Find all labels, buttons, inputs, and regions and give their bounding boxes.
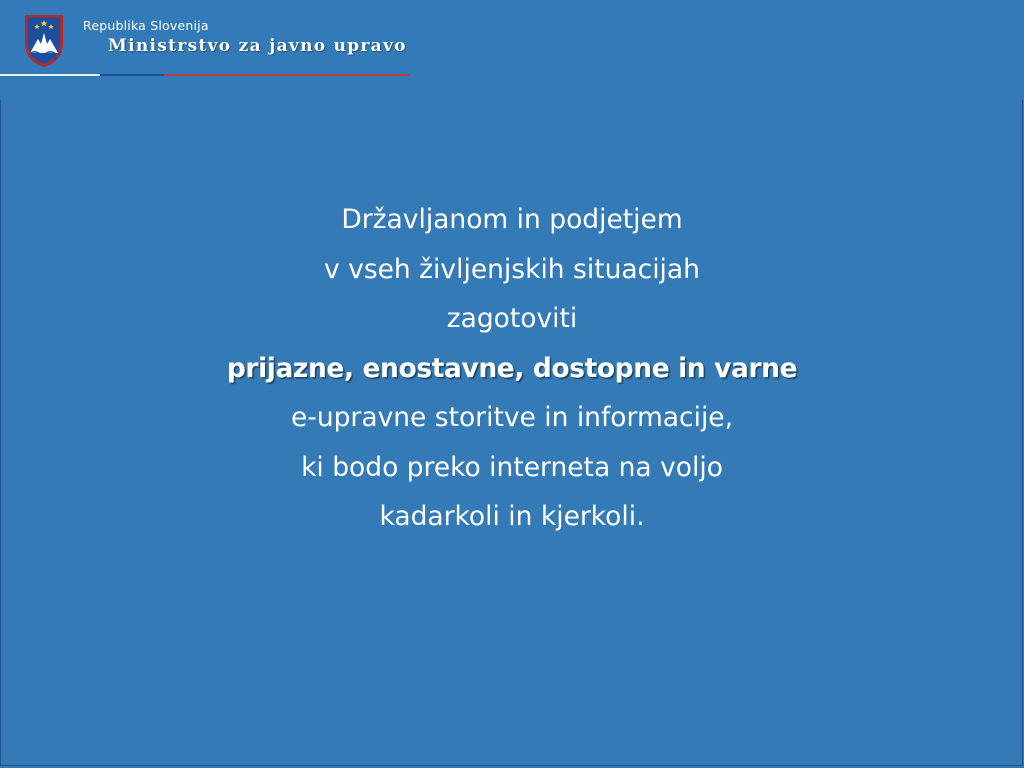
slovenia-coat-of-arms-icon xyxy=(22,13,66,69)
statement-line-2: v vseh življenjskih situacijah xyxy=(324,253,700,285)
header-rule-white xyxy=(0,74,100,76)
statement-line-1: Državljanom in podjetjem xyxy=(341,204,683,235)
ministry-name: Ministrstvo za javno upravo xyxy=(108,36,407,56)
mission-statement xyxy=(0,195,1024,542)
country-name: Republika Slovenija xyxy=(83,18,209,33)
statement-line-6: ki bodo preko interneta na voljo xyxy=(301,451,723,483)
statement-line-7: kadarkoli in kjerkoli. xyxy=(379,501,645,532)
statement-line-5: e-upravne storitve in informacije, xyxy=(290,402,734,433)
header-rule-red xyxy=(164,74,410,76)
header xyxy=(0,0,1024,100)
header-rule-blue xyxy=(100,74,164,76)
statement-line-3: zagotoviti xyxy=(446,303,578,334)
statement-line-emphasis: prijazne, enostavne, dostopne in varne xyxy=(226,352,798,384)
